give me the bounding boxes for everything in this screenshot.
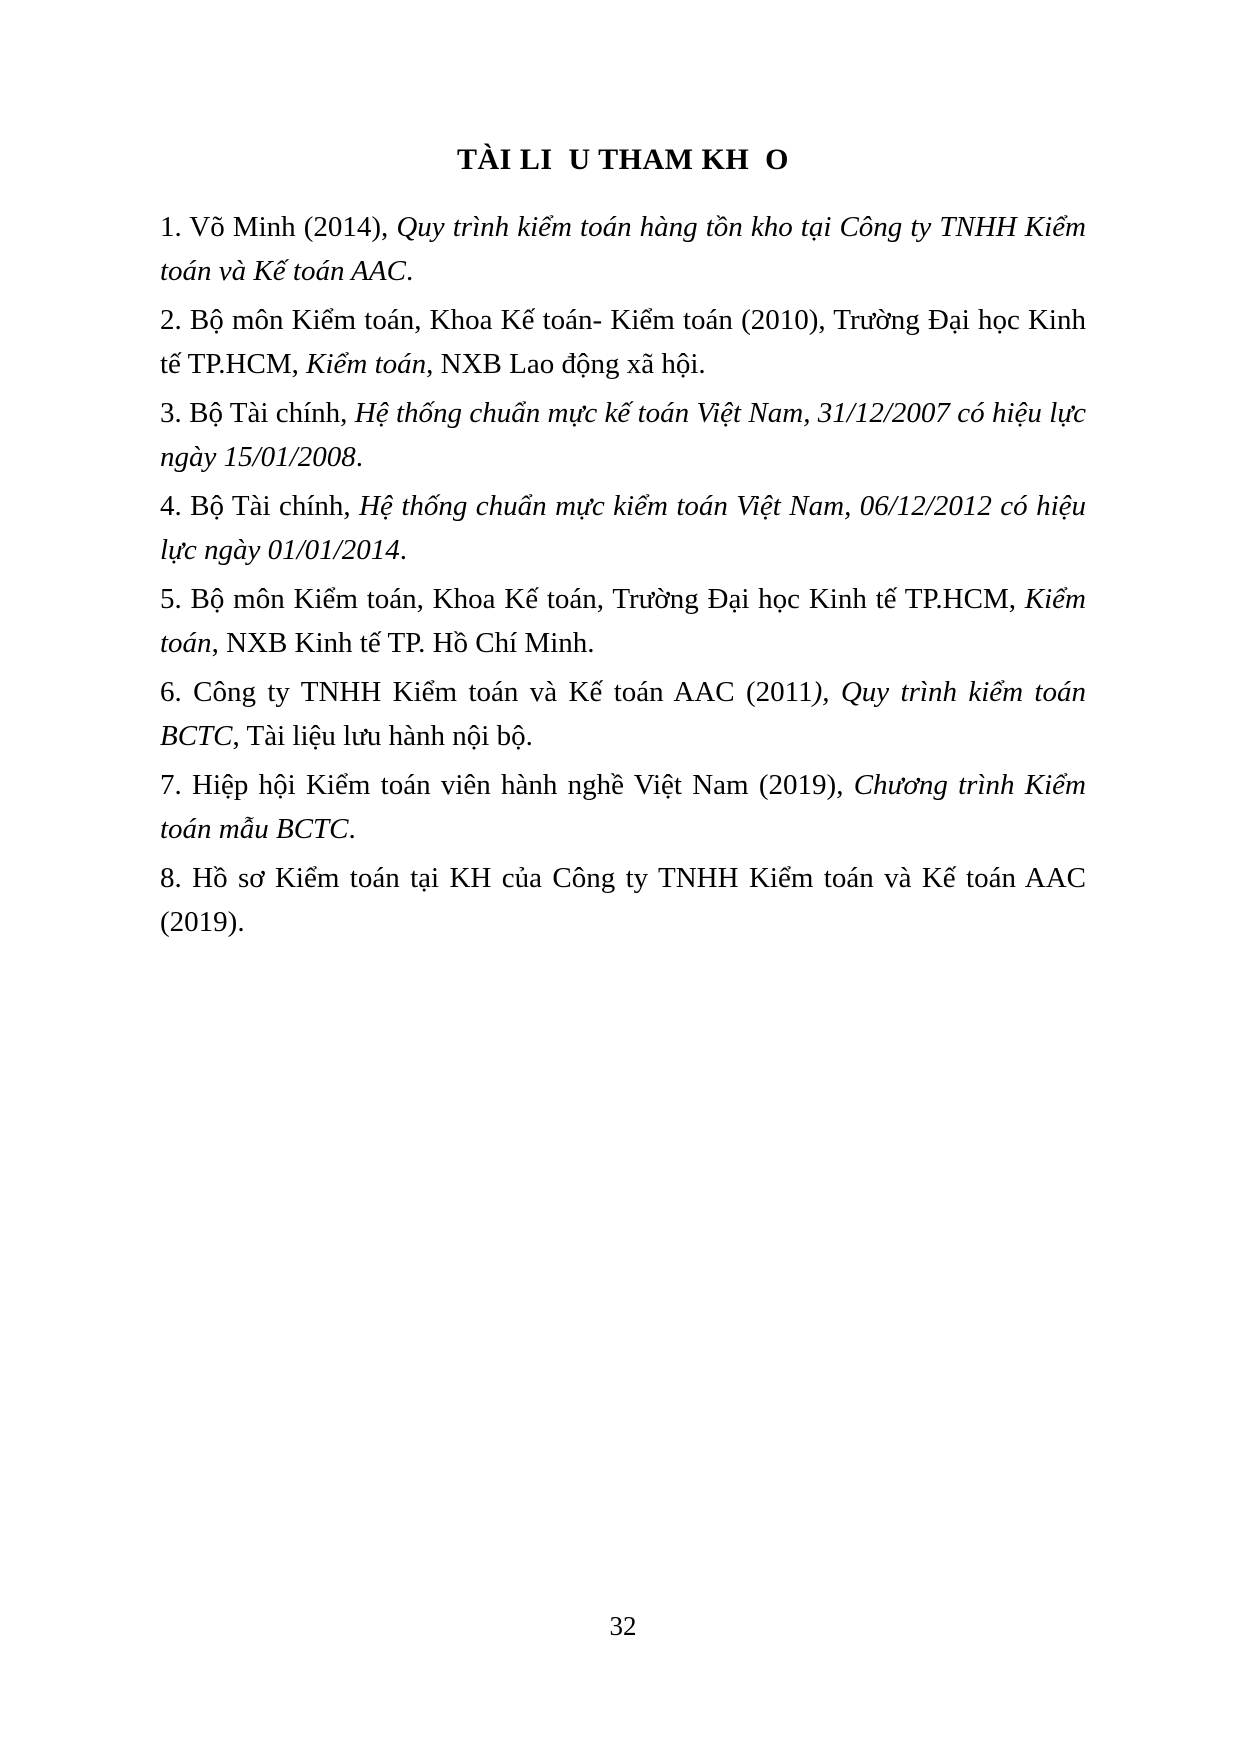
reference-item [160, 764, 1086, 851]
reference-text-segment: . [405, 254, 414, 287]
reference-text-segment: 4. Bộ Tài chính, [160, 490, 360, 522]
reference-text-segment: Kiểm toán [160, 583, 1086, 659]
reference-text-segment: 1. Võ Minh (2014), [160, 211, 397, 243]
reference-text-segment: 6. Công ty TNHH Kiểm toán và Kế toán AAC (2011 [160, 676, 813, 708]
reference-text-segment: , NXB Lao động xã hội. [426, 347, 706, 380]
reference-text-segment: , Tài liệu lưu hành nội bộ. [232, 719, 533, 752]
reference-text-segment: Kiểm toán [306, 347, 427, 380]
page-content [160, 138, 1086, 950]
reference-text-segment: 3. Bộ Tài chính, [160, 397, 355, 429]
reference-text-segment: Quy trình kiểm toán hàng tồn kho tại Công ty TNHH Kiểm toán và Kế toán AAC [160, 211, 1087, 287]
page-title: TÀI LI U THAM KH O [457, 143, 789, 176]
reference-text-segment: , NXB Kinh tế TP. Hồ Chí Minh. [211, 626, 595, 659]
reference-text-segment: Hệ thống chuẩn mực kế toán Việt Nam, 31/12/2007 có hiệu lực ngày 15/01/2008 [160, 397, 1087, 473]
reference-text-segment: 5. Bộ môn Kiểm toán, Khoa Kế toán, Trường Đại học Kinh tế TP.HCM, [160, 583, 1025, 615]
reference-item [160, 299, 1086, 386]
reference-text-segment: . [355, 440, 363, 473]
reference-text-segment: . [348, 812, 356, 845]
reference-item [160, 671, 1086, 758]
page-number: 32 [609, 1611, 637, 1641]
reference-text-segment: ), Quy trình kiểm toán BCTC [160, 676, 1086, 752]
reference-text-segment: 2. Bộ môn Kiểm toán, Khoa Kế toán- Kiểm toán (2010), Trường Đại học Kinh tế TP.HCM, [160, 304, 1086, 380]
reference-text-segment: Chương trình Kiểm toán mẫu BCTC [160, 769, 1086, 845]
reference-text-segment: 7. Hiệp hội Kiểm toán viên hành nghề Việt Nam (2019), [160, 769, 854, 801]
references-list [160, 206, 1086, 944]
reference-item [160, 392, 1086, 479]
reference-text-segment: Hệ thống chuẩn mực kiểm toán Việt Nam, 06/12/2012 có hiệu lực ngày 01/01/2014 [160, 490, 1086, 566]
reference-text-segment: 8. Hồ sơ Kiểm toán tại KH của Công ty TNHH Kiểm toán và Kế toán AAC (2019). [160, 862, 1086, 938]
reference-item [160, 206, 1086, 293]
reference-item [160, 578, 1086, 665]
reference-text-segment: . [399, 533, 407, 566]
reference-item [160, 857, 1086, 944]
reference-item [160, 485, 1086, 572]
